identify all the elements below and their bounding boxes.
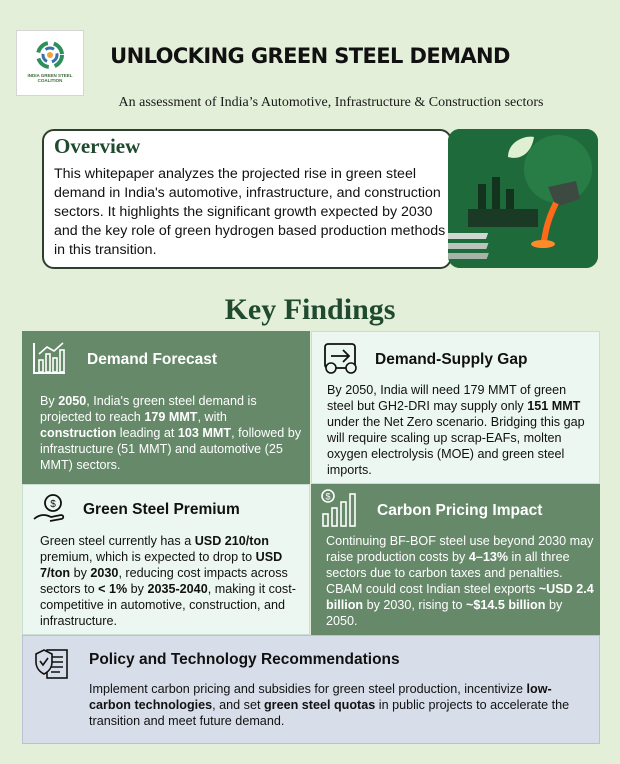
policy-recommendations-card — [22, 635, 600, 744]
supply-gap-icon — [321, 340, 361, 376]
demand-forecast-card — [22, 331, 310, 484]
policy-title: Policy and Technology Recommendations — [89, 651, 400, 668]
dollar-bars-icon — [319, 488, 357, 528]
logo-line-1: INDIA GREEN STEEL — [27, 73, 73, 78]
overview-heading: Overview — [54, 134, 141, 158]
key-findings-title: Key Findings — [224, 293, 396, 326]
steel-plant-illustration — [448, 129, 598, 268]
green-steel-premium-text: Green steel currently has a USD 210/ton premium, which is expected to drop to USD 7/ton by 2030, reducing cost impacts across sectors to < 1% by 2035-2040, making it cost-competitive in automotive, construction, and infrastructure. — [40, 534, 296, 628]
demand-supply-gap-text: By 2050, India will need 179 MMT of green steel but GH2-DRI may supply only 151 MMT under the Net Zero scenario. Bridging this gap will require scaling up scrap-EAFs, molten oxygen electrolysis (MOE) and green steel imports. — [327, 383, 585, 477]
overview-text: This whitepaper analyzes the projected rise in green steel demand in India's automotive, infrastructure, and construction sectors. It highlights the significant growth expected by 2030 and the key role of green hydrogen based production methods in this transition. — [54, 166, 446, 258]
overview-box — [42, 129, 452, 269]
logo-caption — [17, 73, 83, 83]
money-hand-icon — [31, 491, 69, 527]
logo-line-2: COALITION — [37, 78, 63, 83]
page-title: UNLOCKING GREEN STEEL DEMAND — [110, 44, 510, 68]
carbon-pricing-text: Continuing BF-BOF steel use beyond 2030 may raise production costs by 4–13% in all three sectors due to carbon taxes and penalties. CBAM could cost Indian steel exports ~USD 2.4 billion by 2030, rising to ~$14.5 billion by 2050. — [326, 534, 594, 628]
carbon-pricing-title: Carbon Pricing Impact — [377, 502, 543, 519]
demand-forecast-text: By 2050, India's green steel demand is projected to reach 179 MMT, with construction leading at 103 MMT, followed by infrastructure (51 MMT) and automotive (25 MMT) sectors. — [40, 394, 302, 472]
policy-document-icon — [34, 644, 70, 682]
demand-forecast-title: Demand Forecast — [87, 351, 218, 368]
svg-text:$: $ — [50, 499, 56, 510]
green-steel-premium-title: Green Steel Premium — [83, 501, 240, 518]
policy-text: Implement carbon pricing and subsidies for green steel production, incentivize low-carbon technologies, and set green steel quotas in public projects to accelerate the transition and meet future demand. — [89, 682, 570, 728]
carbon-pricing-card — [311, 484, 600, 635]
demand-supply-gap-card — [311, 331, 600, 484]
green-steel-premium-card — [22, 484, 310, 635]
demand-supply-gap-title: Demand-Supply Gap — [375, 351, 528, 368]
bar-chart-icon — [31, 340, 67, 376]
svg-text:$: $ — [325, 491, 331, 502]
page-subtitle: An assessment of India’s Automotive, Infrastructure & Construction sectors — [118, 95, 544, 110]
